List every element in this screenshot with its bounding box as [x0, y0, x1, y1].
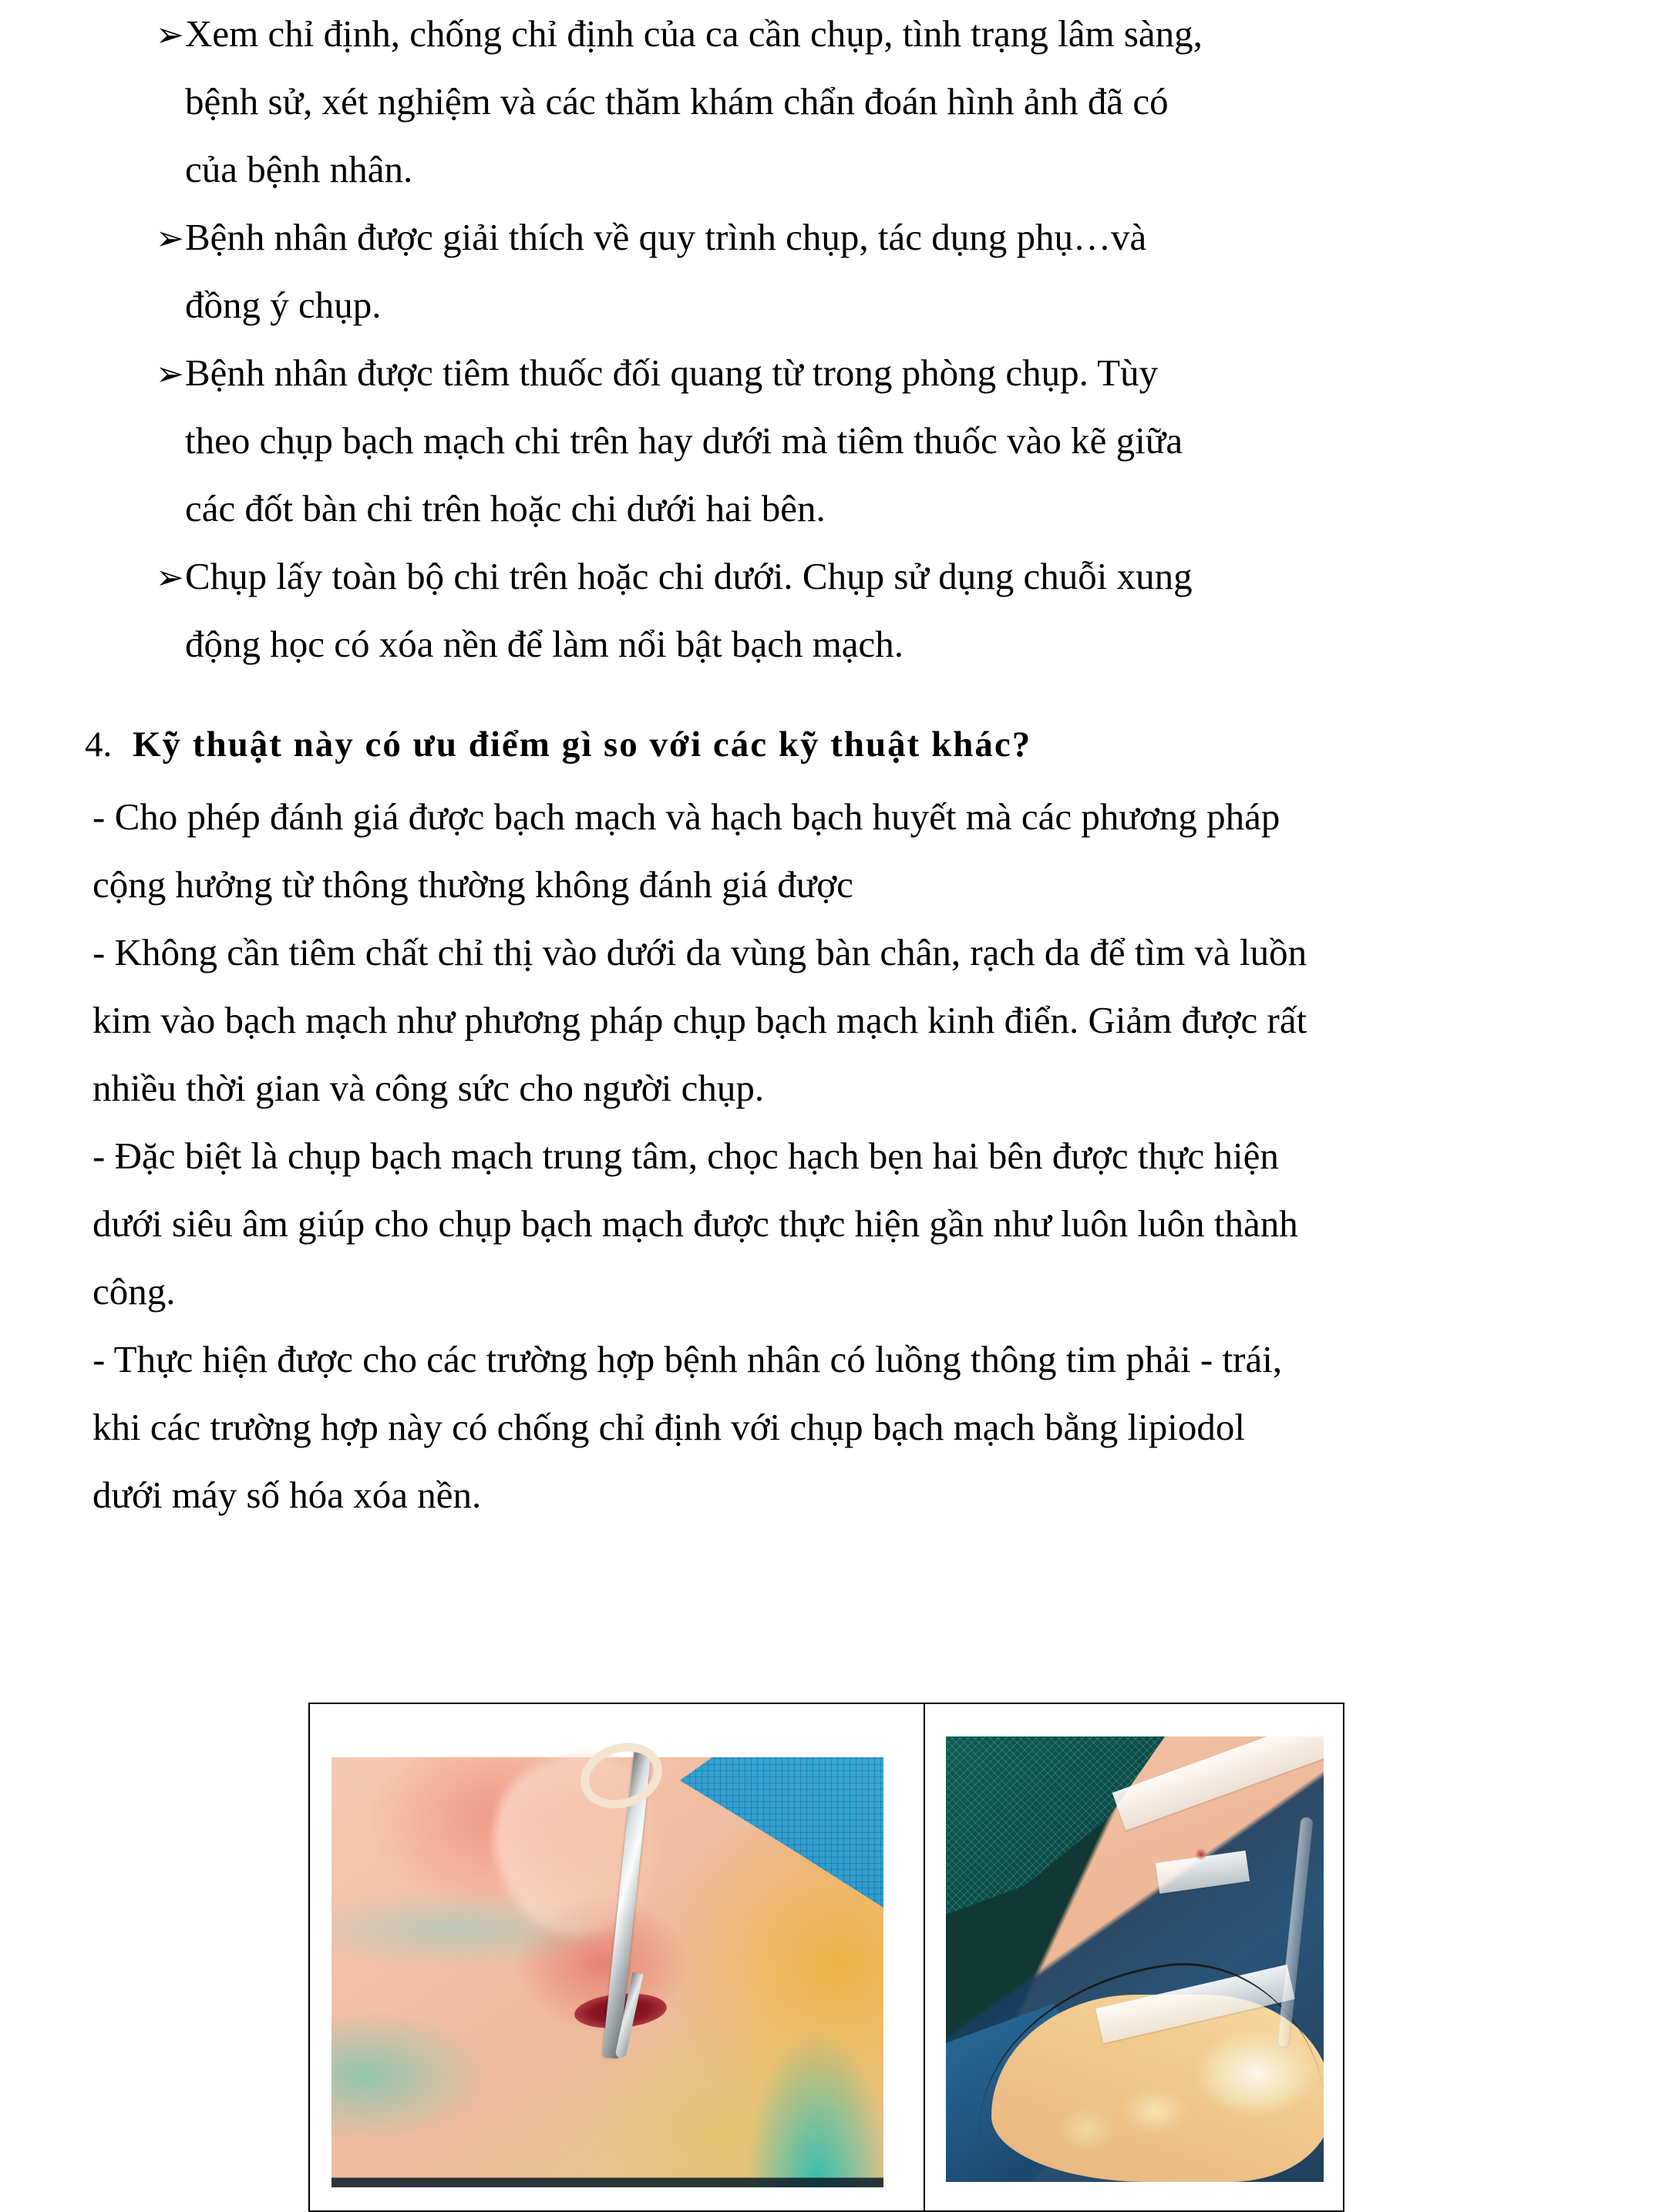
- paragraph-4-line-3: dưới máy số hóa xóa nền.: [93, 1474, 482, 1516]
- list-item: [48, 543, 1593, 678]
- blue-surgical-drape: [652, 1757, 883, 1950]
- paragraph-advantage-1: [48, 783, 1619, 919]
- list-item: [48, 0, 1593, 203]
- bullet-4-line-1: Chụp lấy toàn bộ chi trên hoặc chi dưới. Chụp sử dụng chuỗi xung: [185, 555, 1193, 597]
- bullet-2-line-2: đồng ý chụp.: [185, 284, 382, 326]
- paragraph-3-line-2: dưới siêu âm giúp cho chụp bạch mạch được thực hiện gần như luôn luôn thành: [93, 1202, 1298, 1245]
- bullet-1-line-3: của bệnh nhân.: [185, 148, 413, 190]
- paragraph-4-line-2: khi các trường hợp này có chống chỉ định với chụp bạch mạch bằng lipiodol: [93, 1406, 1245, 1448]
- bullet-4-text: [185, 543, 1542, 678]
- list-item: [48, 339, 1593, 543]
- procedure-bullet-list: [48, 0, 1593, 678]
- figure-left-cell: [308, 1703, 925, 2212]
- foot-catheter-photo: [946, 1736, 1324, 2182]
- bullet-1-line-1: Xem chỉ định, chống chỉ định của ca cần chụp, tình trạng lâm sàng,: [185, 12, 1203, 55]
- paragraph-advantage-4: [48, 1326, 1619, 1529]
- bullet-2-line-1: Bệnh nhân được giải thích về quy trình chụp, tác dụng phụ…và: [185, 216, 1147, 258]
- arrow-bullet-icon: ➢: [156, 15, 184, 55]
- bullet-1-text: [185, 0, 1542, 203]
- bullet-3-text: [185, 339, 1542, 543]
- paragraph-advantage-2: [48, 919, 1619, 1122]
- puncture-site: [1195, 1848, 1207, 1861]
- paragraph-2-line-3: nhiều thời gian và công sức cho người chụp.: [93, 1067, 765, 1109]
- paragraph-2-line-2: kim vào bạch mạch như phương pháp chụp bạch mạch kinh điển. Giảm được rất: [93, 999, 1307, 1041]
- paragraph-3-line-1: - Đặc biệt là chụp bạch mạch trung tâm, chọc hạch bẹn hai bên được thực hiện: [93, 1135, 1279, 1177]
- surgical-incision-photo: [331, 1757, 883, 2187]
- arrow-bullet-icon: ➢: [156, 355, 184, 394]
- bullet-3-line-1: Bệnh nhân được tiêm thuốc đối quang từ trong phòng chụp. Tùy: [185, 351, 1159, 394]
- bullet-1-line-2: bệnh sử, xét nghiệm và các thăm khám chẩn đoán hình ảnh đã có: [185, 80, 1169, 123]
- bullet-4-line-2: động học có xóa nền để làm nổi bật bạch mạch.: [185, 623, 904, 665]
- bullet-3-line-3: các đốt bàn chi trên hoặc chi dưới hai bên.: [185, 487, 826, 529]
- paragraph-4-line-1: - Thực hiện được cho các trường hợp bệnh nhân có luồng thông tim phải - trái,: [93, 1338, 1283, 1380]
- paragraph-1-line-2: cộng hưởng từ thông thường không đánh giá được: [93, 863, 853, 906]
- bullet-3-line-2: theo chụp bạch mạch chi trên hay dưới mà tiêm thuốc vào kẽ giữa: [185, 419, 1183, 462]
- arrow-bullet-icon: ➢: [156, 219, 184, 258]
- paragraph-advantage-3: [48, 1122, 1619, 1326]
- section-heading: [48, 711, 1593, 778]
- paragraph-3-line-3: công.: [93, 1270, 176, 1313]
- list-item: [48, 203, 1593, 339]
- arrow-bullet-icon: ➢: [156, 558, 184, 597]
- green-drape: [946, 1736, 1165, 1977]
- paragraph-2-line-1: - Không cần tiêm chất chỉ thị vào dưới da vùng bàn chân, rạch da để tìm và luồn: [93, 931, 1307, 973]
- clinical-photo-figure-group: [308, 1703, 1344, 2212]
- section-title: Kỹ thuật này có ưu điểm gì so với các kỹ thuật khác?: [133, 724, 1032, 765]
- iv-tubing: [1277, 1817, 1313, 2049]
- paragraph-1-line-1: - Cho phép đánh giá được bạch mạch và hạch bạch huyết mà các phương pháp: [93, 795, 1280, 838]
- figure-right-cell: [925, 1703, 1344, 2212]
- bullet-2-text: [185, 203, 1542, 339]
- section-number: 4.: [85, 724, 113, 765]
